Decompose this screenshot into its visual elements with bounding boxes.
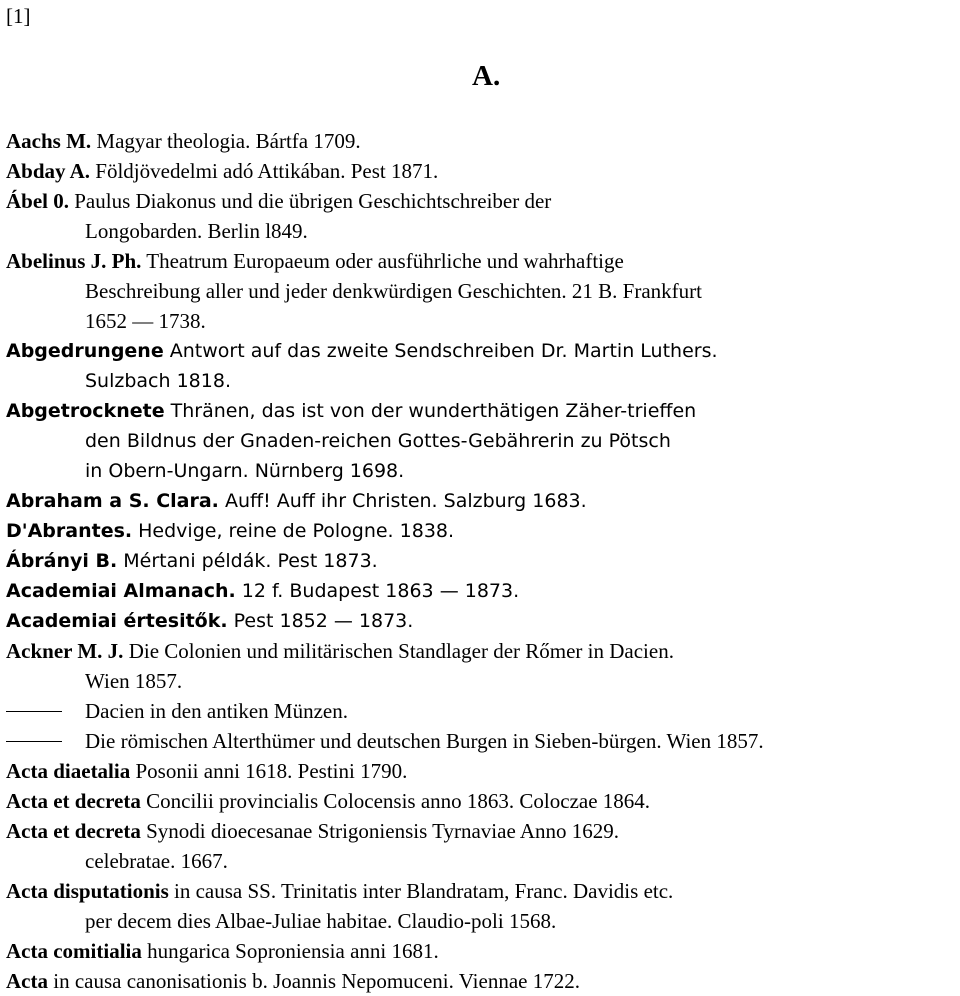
entry-heading-line bbox=[6, 546, 956, 576]
entry-keyword: Abgetrocknete bbox=[6, 400, 165, 422]
entry-continuation-line bbox=[6, 216, 956, 246]
entry-text: per decem dies Albae-Juliae habitae. Claudio-poli 1568. bbox=[85, 909, 557, 933]
entry-keyword: Abelinus J. Ph. bbox=[6, 249, 142, 273]
entry-text: Posonii anni 1618. Pestini 1790. bbox=[130, 759, 408, 783]
entry-keyword: Acta comitialia bbox=[6, 939, 142, 963]
page-marker: [1] bbox=[6, 4, 31, 28]
entry-text: Sulzbach 1818. bbox=[85, 370, 231, 392]
entry-text: Mértani példák. Pest 1873. bbox=[117, 550, 378, 572]
entry-continuation-line bbox=[6, 366, 956, 396]
entry-heading-line bbox=[6, 396, 956, 426]
entry-heading-line bbox=[6, 186, 956, 216]
entry-text: hungarica Soproniensia anni 1681. bbox=[141, 939, 439, 963]
entry-keyword: Ábrányi B. bbox=[6, 550, 118, 572]
entry-continuation-line bbox=[6, 456, 956, 486]
entry-text: 12 f. Budapest 1863 — 1873. bbox=[235, 580, 520, 602]
entry-heading-line bbox=[6, 126, 956, 156]
entry-continuation-line bbox=[6, 306, 956, 336]
entry-ditto-line bbox=[6, 726, 956, 756]
entry-keyword: Acta diaetalia bbox=[6, 759, 131, 783]
entry-keyword: D'Abrantes. bbox=[6, 520, 133, 542]
entry-text: Hedvige, reine de Pologne. 1838. bbox=[132, 520, 455, 542]
entry-keyword: Abraham a S. Clara. bbox=[6, 490, 219, 512]
entry-keyword: Ábel 0. bbox=[6, 189, 69, 213]
entry-text: Theatrum Europaeum oder ausführliche und wahrhaftige bbox=[141, 249, 624, 273]
entry-heading-line bbox=[6, 246, 956, 276]
entry-keyword: Aachs M. bbox=[6, 129, 92, 153]
entry-continuation-line bbox=[6, 426, 956, 456]
entry-continuation-line bbox=[6, 666, 956, 696]
entry-keyword: Academiai Almanach. bbox=[6, 580, 236, 602]
entry-keyword: Ackner M. J. bbox=[6, 639, 124, 663]
entry-text: in causa canonisationis b. Joannis Nepomuceni. Viennae 1722. bbox=[47, 969, 580, 993]
entry-heading-line bbox=[6, 516, 956, 546]
bibliography-list bbox=[6, 126, 956, 996]
entry-heading-line bbox=[6, 576, 956, 606]
entry-heading-line bbox=[6, 756, 956, 786]
entry-heading-line bbox=[6, 816, 956, 846]
entry-keyword: Acta disputationis bbox=[6, 879, 169, 903]
entry-text: Longobarden. Berlin l849. bbox=[85, 219, 308, 243]
entry-heading-line bbox=[6, 606, 956, 636]
entry-text: Synodi dioecesanae Strigoniensis Tyrnaviae Anno 1629. bbox=[140, 819, 620, 843]
entry-text: Die römischen Alterthümer und deutschen Burgen in Sieben-bürgen. Wien 1857. bbox=[85, 729, 764, 753]
entry-text: Dacien in den antiken Münzen. bbox=[85, 699, 348, 723]
entry-heading-line bbox=[6, 636, 956, 666]
entry-heading-line bbox=[6, 156, 956, 186]
entry-text: Magyar theologia. Bártfa 1709. bbox=[91, 129, 361, 153]
entry-keyword: Acta et decreta bbox=[6, 819, 141, 843]
entry-heading-line bbox=[6, 786, 956, 816]
entry-heading-line bbox=[6, 486, 956, 516]
entry-ditto-line bbox=[6, 696, 956, 726]
entry-text: Auff! Auff ihr Christen. Salzburg 1683. bbox=[218, 490, 587, 512]
entry-text: Pest 1852 — 1873. bbox=[227, 610, 414, 632]
entry-continuation-line bbox=[6, 846, 956, 876]
entry-text: celebratae. 1667. bbox=[85, 849, 228, 873]
entry-keyword: Acta bbox=[6, 969, 48, 993]
entry-text: Földjövedelmi adó Attikában. Pest 1871. bbox=[90, 159, 439, 183]
entry-continuation-line bbox=[6, 276, 956, 306]
entry-keyword: Academiai értesitők. bbox=[6, 610, 228, 632]
entry-text: in Obern-Ungarn. Nürnberg 1698. bbox=[85, 460, 405, 482]
entry-text: den Bildnus der Gnaden-reichen Gottes-Gebährerin zu Pötsch bbox=[85, 430, 671, 452]
entry-text: Wien 1857. bbox=[85, 669, 183, 693]
entry-text: Thränen, das ist von der wunderthätigen Zäher-trieffen bbox=[164, 400, 697, 422]
entry-text: 1652 — 1738. bbox=[85, 309, 206, 333]
entry-text: Concilii provincialis Colocensis anno 1863. Coloczae 1864. bbox=[140, 789, 651, 813]
entry-heading-line bbox=[6, 876, 956, 906]
ditto-dash bbox=[6, 696, 85, 726]
entry-heading-line bbox=[6, 336, 956, 366]
entry-heading-line bbox=[6, 936, 956, 966]
entry-text: Paulus Diakonus und die übrigen Geschichtschreiber der bbox=[69, 189, 552, 213]
entry-keyword: Abgedrungene bbox=[6, 340, 164, 362]
entry-keyword: Acta et decreta bbox=[6, 789, 141, 813]
ditto-dash bbox=[6, 726, 85, 756]
letter-heading: A. bbox=[472, 60, 501, 92]
entry-text: Antwort auf das zweite Sendschreiben Dr. Martin Luthers. bbox=[163, 340, 718, 362]
entry-text: Beschreibung aller und jeder denkwürdigen Geschichten. 21 B. Frankfurt bbox=[85, 279, 702, 303]
entry-text: Die Colonien und militärischen Standlager der Rőmer in Dacien. bbox=[123, 639, 674, 663]
entry-continuation-line bbox=[6, 906, 956, 936]
entry-text: in causa SS. Trinitatis inter Blandratam, Franc. Davidis etc. bbox=[168, 879, 674, 903]
entry-keyword: Abday A. bbox=[6, 159, 91, 183]
entry-heading-line bbox=[6, 966, 956, 996]
